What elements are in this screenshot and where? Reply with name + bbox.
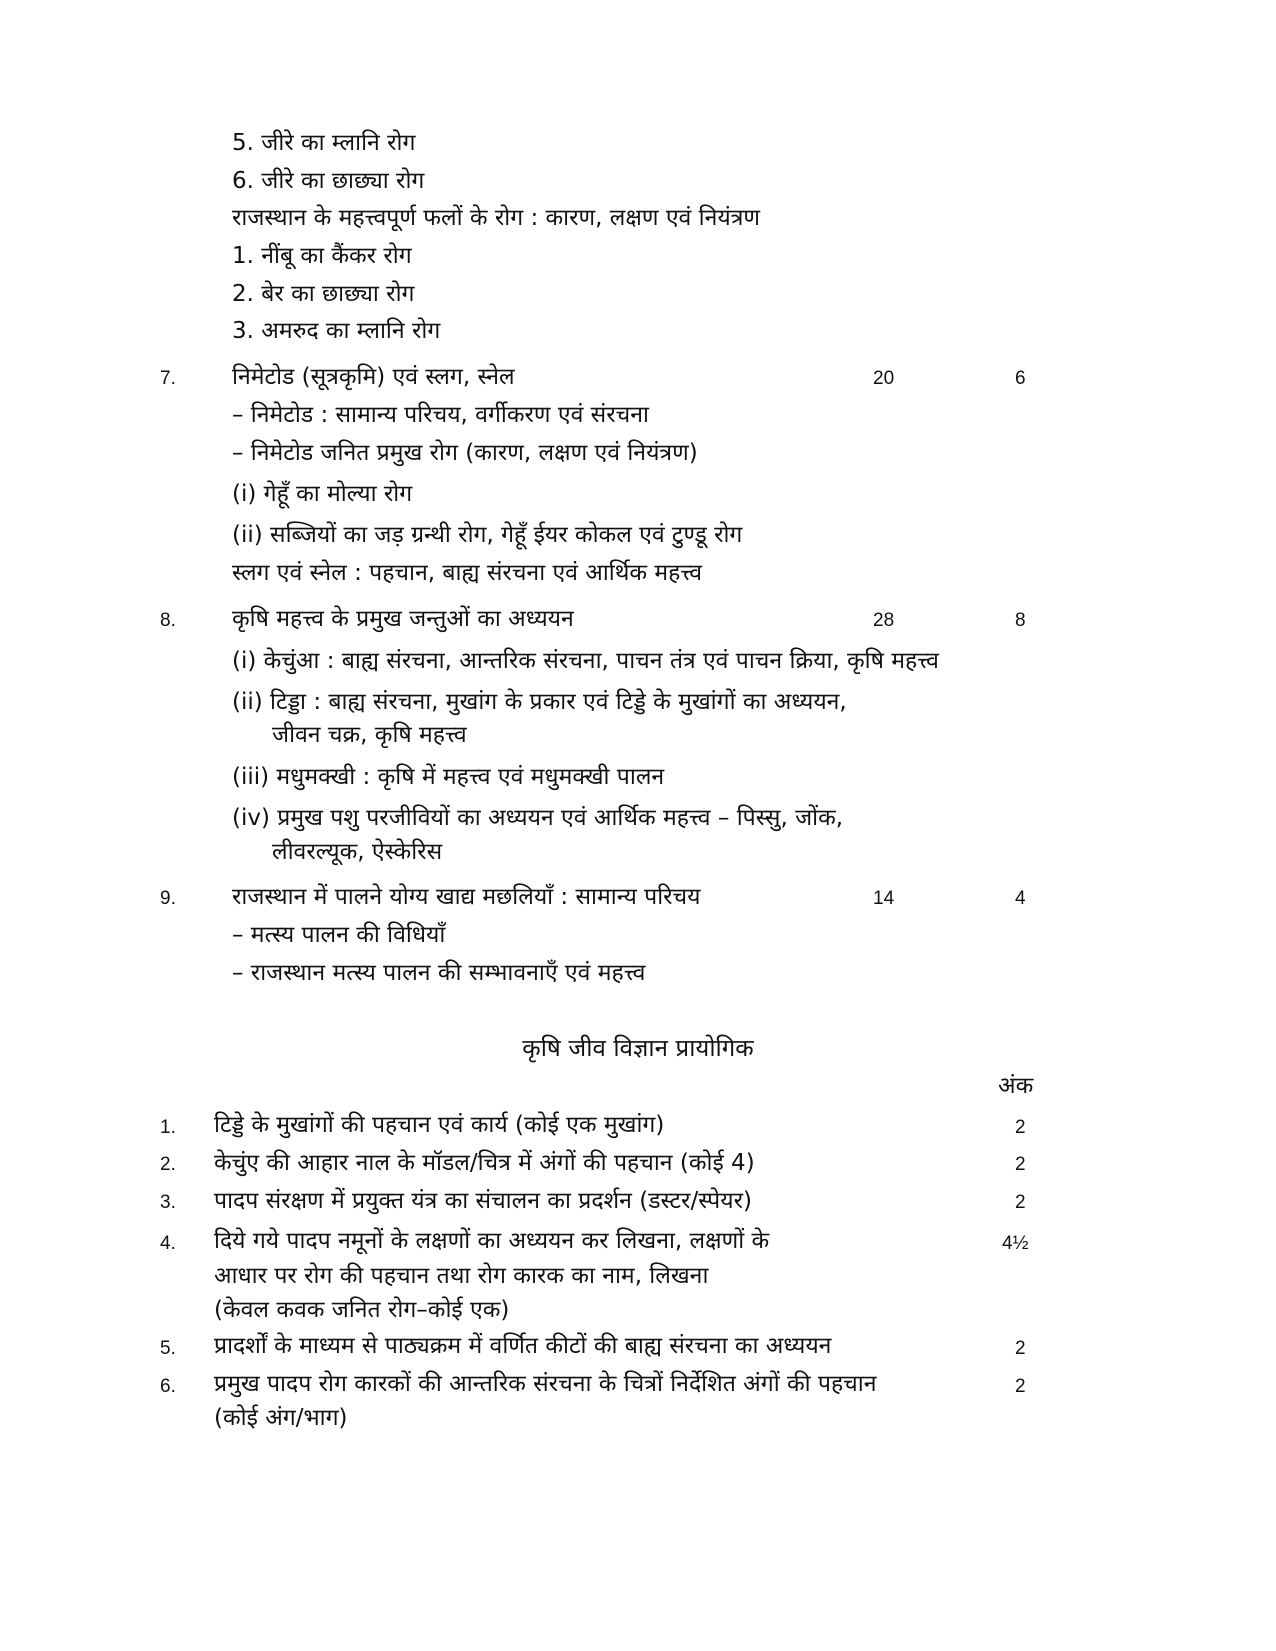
unit-marks: 4 (1015, 888, 1026, 909)
unit-title: राजस्थान में पालने योग्य खाद्य मछलियाँ : सामान्य परिचय (232, 884, 701, 910)
unit-title: निमेटोड (सूत्रकृमि) एवं स्लग, स्नेल (232, 364, 515, 390)
practical-marks: 2 (1015, 1154, 1026, 1175)
unit-line: (i) गेहूँ का मोल्या रोग (232, 481, 413, 507)
practical-line: प्रमुख पादप रोग कारकों की आन्तरिक संरचना के चित्रों निर्देशित अंगों की पहचान (214, 1371, 877, 1397)
practical-marks: 4½ (1002, 1233, 1029, 1254)
unit-number: 8. (160, 610, 176, 631)
unit-periods: 28 (873, 610, 895, 631)
unit-number: 9. (160, 888, 176, 909)
practical-line: (केवल कवक जनित रोग–कोई एक) (214, 1297, 510, 1323)
practical-title: कृषि जीव विज्ञान प्रायोगिक (522, 1034, 754, 1062)
intro-item: 1. नींबू का कैंकर रोग (232, 243, 412, 269)
practical-line: दिये गये पादप नमूनों के लक्षणों का अध्ययन कर लिखना, लक्षणों के (214, 1228, 770, 1254)
unit-title: कृषि महत्त्व के प्रमुख जन्तुओं का अध्ययन (232, 606, 574, 632)
practical-marks: 2 (1015, 1338, 1026, 1359)
unit-marks: 8 (1015, 610, 1026, 631)
practical-number: 4. (160, 1233, 176, 1254)
practical-number: 5. (160, 1338, 176, 1359)
practical-line: केचुंए की आहार नाल के मॉडल/चित्र में अंगों की पहचान (कोई 4) (214, 1150, 755, 1176)
unit-line: – निमेटोड जनित प्रमुख रोग (कारण, लक्षण एवं नियंत्रण) (232, 440, 698, 466)
practical-number: 6. (160, 1376, 176, 1397)
intro-heading: राजस्थान के महत्त्वपूर्ण फलों के रोग : कारण, लक्षण एवं नियंत्रण (232, 205, 761, 231)
unit-number: 7. (160, 368, 176, 389)
unit-line: (iii) मधुमक्खी : कृषि में महत्त्व एवं मधुमक्खी पालन (232, 764, 665, 790)
unit-line: (iv) प्रमुख पशु परजीवियों का अध्ययन एवं आर्थिक महत्त्व – पिस्सु, जोंक, (232, 805, 844, 831)
unit-line: (ii) टिड्डा : बाह्य संरचना, मुखांग के प्रकार एवं टिड्डे के मुखांगों का अध्ययन, (232, 689, 847, 715)
practical-marks: 2 (1015, 1192, 1026, 1213)
unit-line: (ii) सब्जियों का जड़ ग्रन्थी रोग, गेहूँ ईयर कोकल एवं टुण्डू रोग (232, 522, 743, 548)
practical-number: 1. (160, 1117, 176, 1138)
unit-line: (i) केचुंआ : बाह्य संरचना, आन्तरिक संरचना, पाचन तंत्र एवं पाचन क्रिया, कृषि महत्त्व (232, 648, 939, 674)
practical-line: आधार पर रोग की पहचान तथा रोग कारक का नाम, लिखना (214, 1263, 709, 1289)
unit-line: – निमेटोड : सामान्य परिचय, वर्गीकरण एवं संरचना (232, 402, 649, 428)
intro-item: 2. बेर का छाछ्या रोग (232, 281, 415, 307)
intro-item: 6. जीरे का छाछ्या रोग (232, 168, 425, 194)
intro-item: 3. अमरुद का म्लानि रोग (232, 318, 441, 344)
practical-number: 2. (160, 1154, 176, 1175)
marks-header: अंक (998, 1073, 1034, 1099)
practical-marks: 2 (1015, 1117, 1026, 1138)
unit-periods: 14 (873, 888, 895, 909)
unit-line: लीवरल्यूक, ऐस्केरिस (272, 839, 443, 865)
unit-line: – मत्स्य पालन की विधियाँ (232, 922, 446, 948)
unit-marks: 6 (1015, 368, 1026, 389)
unit-line: स्लग एवं स्नेल : पहचान, बाह्य संरचना एवं आर्थिक महत्त्व (232, 560, 703, 586)
practical-number: 3. (160, 1192, 176, 1213)
intro-item: 5. जीरे का म्लानि रोग (232, 130, 416, 156)
unit-line: जीवन चक्र, कृषि महत्त्व (272, 722, 467, 748)
practical-marks: 2 (1015, 1376, 1026, 1397)
unit-line: – राजस्थान मत्स्य पालन की सम्भावनाएँ एवं महत्त्व (232, 960, 646, 986)
practical-line: पादप संरक्षण में प्रयुक्त यंत्र का संचालन का प्रदर्शन (डस्टर/स्पेयर) (214, 1188, 752, 1214)
practical-line: (कोई अंग/भाग) (214, 1405, 348, 1431)
practical-line: टिड्डे के मुखांगों की पहचान एवं कार्य (कोई एक मुखांग) (214, 1112, 665, 1138)
unit-periods: 20 (873, 368, 895, 389)
practical-line: प्रादर्शों के माध्यम से पाठ्यक्रम में वर्णित कीटों की बाह्य संरचना का अध्ययन (214, 1333, 832, 1359)
